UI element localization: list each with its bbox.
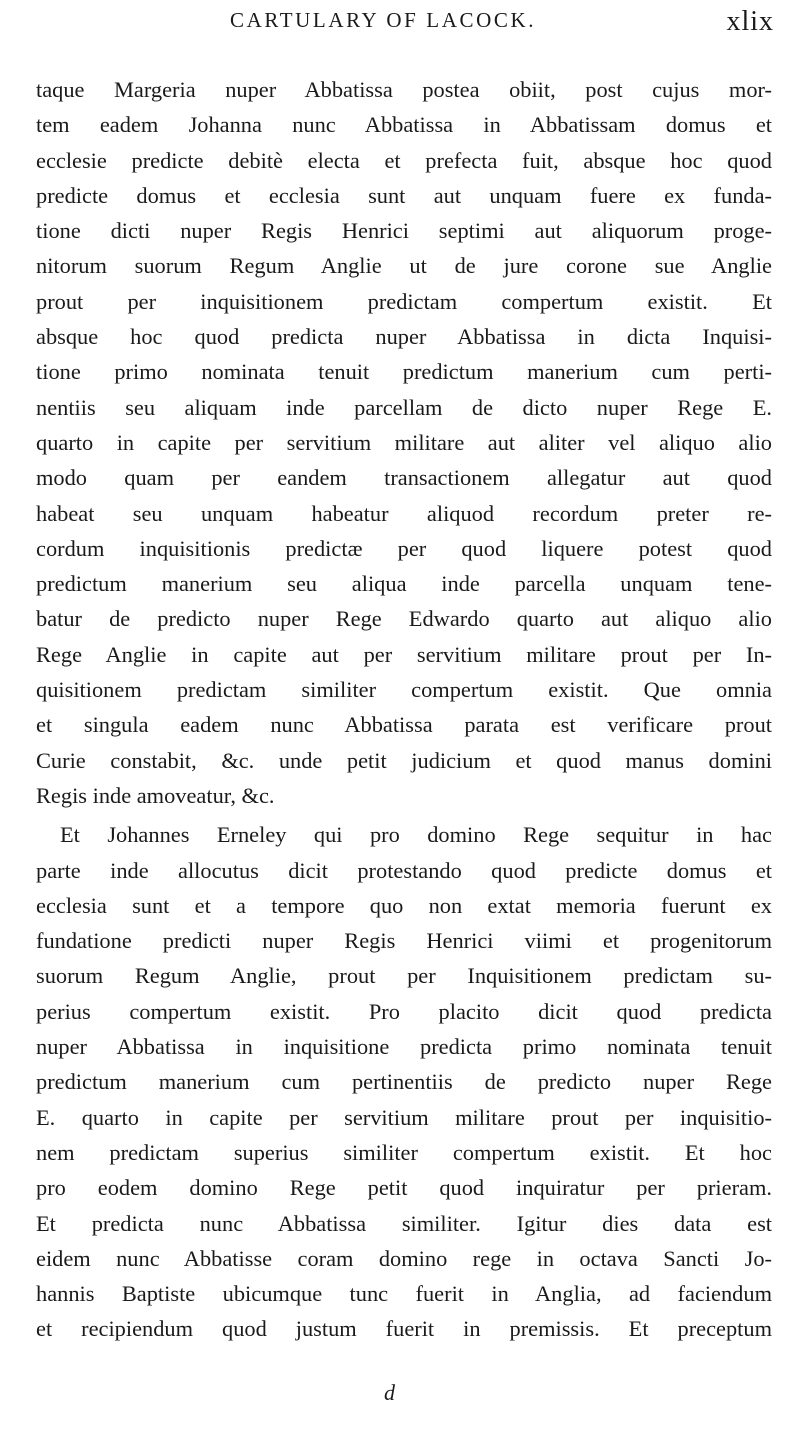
text-line: quisitionem predictam similiter compertum existit. Que omnia <box>36 677 772 703</box>
running-header <box>0 6 800 46</box>
text-line: et recipiendum quod justum fuerit in premissis. Et preceptum <box>36 1316 772 1342</box>
text-line: pro eodem domino Rege petit quod inquiratur per prieram. <box>36 1175 772 1201</box>
text-line: quarto in capite per servitium militare aut aliter vel aliquo alio <box>36 429 772 455</box>
text-line: batur de predicto nuper Rege Edwardo quarto aut aliquo alio <box>36 606 772 632</box>
text-line: fundatione predicti nuper Regis Henrici viimi et progenitorum <box>36 928 772 954</box>
text-line: perius compertum existit. Pro placito dicit quod predicta <box>36 998 772 1024</box>
text-line: absque hoc quod predicta nuper Abbatissa in dicta Inquisi- <box>36 324 772 350</box>
text-line: tione dicti nuper Regis Henrici septimi aut aliquorum proge- <box>36 218 772 244</box>
text-line: nitorum suorum Regum Anglie ut de jure corone sue Anglie <box>36 253 772 279</box>
text-line: ecclesia sunt et a tempore quo non extat memoria fuerunt ex <box>36 892 772 918</box>
text-line: habeat seu unquam habeatur aliquod recordum preter re- <box>36 500 772 526</box>
text-line: Curie constabit, &c. unde petit judicium et quod manus domini <box>36 747 772 773</box>
text-line: tione primo nominata tenuit predictum manerium cum perti- <box>36 359 772 385</box>
text-line: Et predicta nunc Abbatissa similiter. Igitur dies data est <box>36 1210 772 1236</box>
text-line: Et Johannes Erneley qui pro domino Rege sequitur in hac <box>60 822 772 848</box>
text-line: hannis Baptiste ubicumque tunc fuerit in Anglia, ad faciendum <box>36 1281 772 1307</box>
text-line: ecclesie predicte debitè electa et prefecta fuit, absque hoc quod <box>36 147 772 173</box>
text-line: parte inde allocutus dicit protestando quod predicte domus et <box>36 857 772 883</box>
signature-mark: d <box>384 1380 395 1405</box>
text-line: predictum manerium cum pertinentiis de predicto nuper Rege <box>36 1069 772 1095</box>
text-line: eidem nunc Abbatisse coram domino rege in octava Sancti Jo- <box>36 1245 772 1271</box>
text-line: Regis inde amoveatur, &c. <box>36 782 275 808</box>
text-line: predictum manerium seu aliqua inde parcella unquam tene- <box>36 571 772 597</box>
paragraph-1 <box>36 72 772 813</box>
text-line: nentiis seu aliquam inde parcellam de dicto nuper Rege E. <box>36 394 772 420</box>
page-number: xlix <box>726 6 774 37</box>
text-line: modo quam per eandem transactionem allegatur aut quod <box>36 465 772 491</box>
body-text <box>36 72 772 1347</box>
text-line: tem eadem Johanna nunc Abbatissa in Abbatissam domus et <box>36 112 772 138</box>
text-line: et singula eadem nunc Abbatissa parata est verificare prout <box>36 712 772 738</box>
text-line: E. quarto in capite per servitium militare prout per inquisitio- <box>36 1104 772 1130</box>
text-line: nem predictam superius similiter compertum existit. Et hoc <box>36 1139 772 1165</box>
text-line: nuper Abbatissa in inquisitione predicta primo nominata tenuit <box>36 1034 772 1060</box>
text-line: prout per inquisitionem predictam compertum existit. Et <box>36 288 772 314</box>
text-line: predicte domus et ecclesia sunt aut unquam fuere ex funda- <box>36 182 772 208</box>
text-line: Rege Anglie in capite aut per servitium militare prout per In- <box>36 641 772 667</box>
text-line: suorum Regum Anglie, prout per Inquisitionem predictam su- <box>36 963 772 989</box>
running-title: CARTULARY OF LACOCK. <box>230 8 537 32</box>
text-line: taque Margeria nuper Abbatissa postea obiit, post cujus mor- <box>36 77 772 102</box>
paragraph-2 <box>36 817 772 1346</box>
text-line: cordum inquisitionis predictæ per quod liquere potest quod <box>36 535 772 561</box>
